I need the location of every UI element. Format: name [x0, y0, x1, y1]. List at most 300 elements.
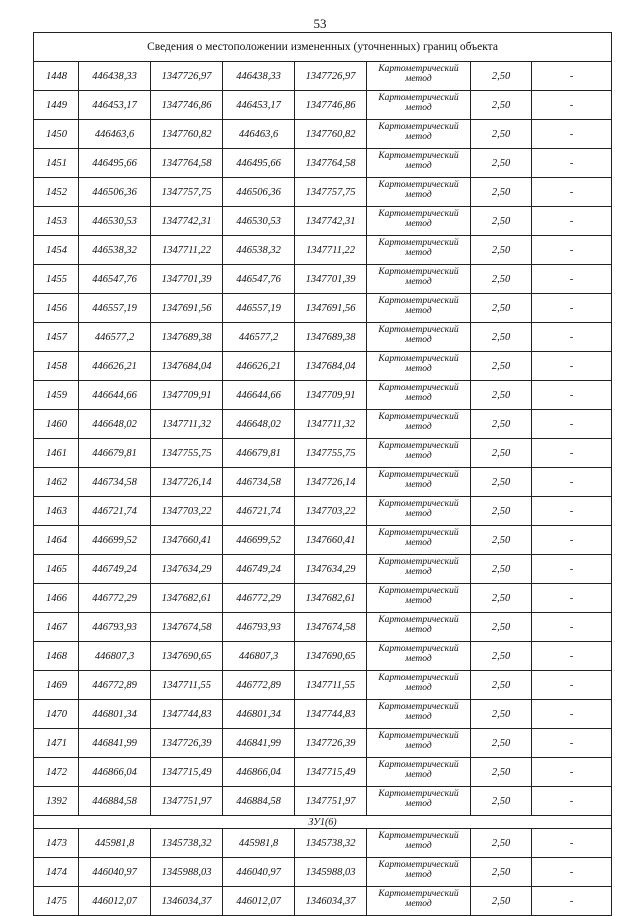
new-y-cell: 1347634,29 — [295, 555, 367, 584]
method-line-1: Картометрический — [378, 702, 459, 712]
table-row — [34, 439, 612, 468]
table-row — [34, 207, 612, 236]
accuracy-cell: 2,50 — [471, 294, 532, 323]
existing-x-cell: 446679,81 — [79, 439, 151, 468]
method-cell — [367, 858, 471, 887]
method-line-2: метод — [405, 841, 432, 851]
new-x-cell: 446547,76 — [223, 265, 295, 294]
new-x-cell: 446679,81 — [223, 439, 295, 468]
table-row — [34, 642, 612, 671]
method-cell — [367, 410, 471, 439]
point-number-cell: 1458 — [34, 352, 79, 381]
point-number-cell: 1472 — [34, 758, 79, 787]
new-x-cell: 446807,3 — [223, 642, 295, 671]
method-cell — [367, 671, 471, 700]
table-row — [34, 526, 612, 555]
existing-x-cell: 446506,36 — [79, 178, 151, 207]
new-y-cell: 1347711,22 — [295, 236, 367, 265]
point-number-cell: 1448 — [34, 62, 79, 91]
method-cell — [367, 468, 471, 497]
note-cell: - — [532, 410, 612, 439]
table-row — [34, 671, 612, 700]
existing-x-cell: 446577,2 — [79, 323, 151, 352]
new-x-cell: 446648,02 — [223, 410, 295, 439]
method-line-1: Картометрический — [378, 325, 459, 335]
note-cell: - — [532, 758, 612, 787]
point-number-cell: 1457 — [34, 323, 79, 352]
existing-y-cell: 1347715,49 — [151, 758, 223, 787]
existing-y-cell: 1347764,58 — [151, 149, 223, 178]
existing-y-cell: 1347726,14 — [151, 468, 223, 497]
new-y-cell: 1347690,65 — [295, 642, 367, 671]
method-line-1: Картометрический — [378, 267, 459, 277]
method-line-2: метод — [405, 132, 432, 142]
new-x-cell: 446530,53 — [223, 207, 295, 236]
point-number-cell: 1451 — [34, 149, 79, 178]
new-y-cell: 1347726,97 — [295, 62, 367, 91]
method-cell — [367, 526, 471, 555]
point-number-cell: 1453 — [34, 207, 79, 236]
new-x-cell: 446012,07 — [223, 887, 295, 916]
accuracy-cell: 2,50 — [471, 555, 532, 584]
method-line-1: Картометрический — [378, 180, 459, 190]
accuracy-cell: 2,50 — [471, 584, 532, 613]
existing-x-cell: 446807,3 — [79, 642, 151, 671]
method-line-2: метод — [405, 364, 432, 374]
method-line-2: метод — [405, 712, 432, 722]
note-cell: - — [532, 671, 612, 700]
existing-y-cell: 1347751,97 — [151, 787, 223, 816]
accuracy-cell: 2,50 — [471, 381, 532, 410]
method-line-2: метод — [405, 335, 432, 345]
method-line-2: метод — [405, 625, 432, 635]
method-cell — [367, 787, 471, 816]
method-cell — [367, 265, 471, 294]
method-cell — [367, 497, 471, 526]
table-title: Сведения о местоположении измененных (уточненных) границ объекта — [34, 33, 612, 62]
table-row — [34, 887, 612, 916]
new-y-cell: 1347711,55 — [295, 671, 367, 700]
method-line-2: метод — [405, 899, 432, 909]
method-cell — [367, 729, 471, 758]
new-y-cell: 1347726,14 — [295, 468, 367, 497]
existing-x-cell: 446495,66 — [79, 149, 151, 178]
existing-x-cell: 446734,58 — [79, 468, 151, 497]
note-cell: - — [532, 555, 612, 584]
method-line-1: Картометрический — [378, 296, 459, 306]
accuracy-cell: 2,50 — [471, 671, 532, 700]
existing-y-cell: 1345988,03 — [151, 858, 223, 887]
existing-y-cell: 1347684,04 — [151, 352, 223, 381]
method-line-2: метод — [405, 538, 432, 548]
method-line-1: Картометрический — [378, 586, 459, 596]
accuracy-cell: 2,50 — [471, 410, 532, 439]
existing-x-cell: 446453,17 — [79, 91, 151, 120]
accuracy-cell: 2,50 — [471, 829, 532, 858]
method-cell — [367, 887, 471, 916]
existing-y-cell: 1347711,22 — [151, 236, 223, 265]
table-row — [34, 91, 612, 120]
existing-y-cell: 1347760,82 — [151, 120, 223, 149]
method-cell — [367, 91, 471, 120]
method-line-2: метод — [405, 799, 432, 809]
method-line-2: метод — [405, 770, 432, 780]
new-x-cell: 446734,58 — [223, 468, 295, 497]
point-number-cell: 1460 — [34, 410, 79, 439]
new-y-cell: 1347660,41 — [295, 526, 367, 555]
method-line-2: метод — [405, 654, 432, 664]
new-y-cell: 1345988,03 — [295, 858, 367, 887]
existing-x-cell: 446801,34 — [79, 700, 151, 729]
existing-y-cell: 1347689,38 — [151, 323, 223, 352]
existing-x-cell: 446772,29 — [79, 584, 151, 613]
point-number-cell: 1474 — [34, 858, 79, 887]
table-row — [34, 352, 612, 381]
new-y-cell: 1347755,75 — [295, 439, 367, 468]
table-row — [34, 236, 612, 265]
new-y-cell: 1347703,22 — [295, 497, 367, 526]
method-line-1: Картометрический — [378, 122, 459, 132]
existing-x-cell: 446648,02 — [79, 410, 151, 439]
method-cell — [367, 758, 471, 787]
table-row — [34, 178, 612, 207]
existing-x-cell: 446463,6 — [79, 120, 151, 149]
new-x-cell: 446626,21 — [223, 352, 295, 381]
table-row — [34, 829, 612, 858]
method-line-2: метод — [405, 422, 432, 432]
new-y-cell: 1346034,37 — [295, 887, 367, 916]
new-x-cell: 446866,04 — [223, 758, 295, 787]
method-line-1: Картометрический — [378, 151, 459, 161]
table-row — [34, 323, 612, 352]
table-row — [34, 265, 612, 294]
new-y-cell: 1347715,49 — [295, 758, 367, 787]
new-x-cell: 446644,66 — [223, 381, 295, 410]
existing-y-cell: 1347711,55 — [151, 671, 223, 700]
method-cell — [367, 236, 471, 265]
existing-y-cell: 1347744,83 — [151, 700, 223, 729]
accuracy-cell: 2,50 — [471, 323, 532, 352]
note-cell: - — [532, 729, 612, 758]
boundary-coordinates-table — [33, 32, 612, 916]
table-row — [34, 729, 612, 758]
method-line-2: метод — [405, 870, 432, 880]
accuracy-cell: 2,50 — [471, 62, 532, 91]
point-number-cell: 1392 — [34, 787, 79, 816]
existing-y-cell: 1347690,65 — [151, 642, 223, 671]
existing-y-cell: 1347674,58 — [151, 613, 223, 642]
new-x-cell: 446495,66 — [223, 149, 295, 178]
new-y-cell: 1347691,56 — [295, 294, 367, 323]
new-y-cell: 1345738,32 — [295, 829, 367, 858]
new-y-cell: 1347684,04 — [295, 352, 367, 381]
table-row — [34, 584, 612, 613]
method-line-1: Картометрический — [378, 93, 459, 103]
new-x-cell: 446453,17 — [223, 91, 295, 120]
note-cell: - — [532, 497, 612, 526]
new-y-cell: 1347674,58 — [295, 613, 367, 642]
method-line-1: Картометрический — [378, 789, 459, 799]
method-line-1: Картометрический — [378, 238, 459, 248]
method-cell — [367, 829, 471, 858]
new-y-cell: 1347757,75 — [295, 178, 367, 207]
method-line-1: Картометрический — [378, 441, 459, 451]
method-cell — [367, 207, 471, 236]
point-number-cell: 1464 — [34, 526, 79, 555]
existing-y-cell: 1346034,37 — [151, 887, 223, 916]
method-cell — [367, 613, 471, 642]
existing-x-cell: 445981,8 — [79, 829, 151, 858]
note-cell: - — [532, 178, 612, 207]
new-y-cell: 1347760,82 — [295, 120, 367, 149]
point-number-cell: 1449 — [34, 91, 79, 120]
method-line-2: метод — [405, 277, 432, 287]
existing-y-cell: 1347755,75 — [151, 439, 223, 468]
accuracy-cell: 2,50 — [471, 120, 532, 149]
point-number-cell: 1452 — [34, 178, 79, 207]
method-cell — [367, 149, 471, 178]
method-cell — [367, 352, 471, 381]
point-number-cell: 1466 — [34, 584, 79, 613]
method-line-2: метод — [405, 103, 432, 113]
accuracy-cell: 2,50 — [471, 613, 532, 642]
table-row — [34, 858, 612, 887]
new-x-cell: 446506,36 — [223, 178, 295, 207]
new-x-cell: 446772,29 — [223, 584, 295, 613]
note-cell: - — [532, 584, 612, 613]
new-x-cell: 446884,58 — [223, 787, 295, 816]
note-cell: - — [532, 468, 612, 497]
note-cell: - — [532, 613, 612, 642]
existing-x-cell: 446644,66 — [79, 381, 151, 410]
existing-x-cell: 446547,76 — [79, 265, 151, 294]
method-cell — [367, 642, 471, 671]
new-y-cell: 1347742,31 — [295, 207, 367, 236]
method-line-1: Картометрический — [378, 644, 459, 654]
existing-x-cell: 446884,58 — [79, 787, 151, 816]
existing-y-cell: 1345738,32 — [151, 829, 223, 858]
note-cell: - — [532, 526, 612, 555]
point-number-cell: 1469 — [34, 671, 79, 700]
table-row — [34, 700, 612, 729]
note-cell: - — [532, 381, 612, 410]
table-row — [34, 149, 612, 178]
new-y-cell: 1347746,86 — [295, 91, 367, 120]
method-cell — [367, 120, 471, 149]
accuracy-cell: 2,50 — [471, 700, 532, 729]
section-row — [34, 816, 612, 829]
new-y-cell: 1347726,39 — [295, 729, 367, 758]
method-line-1: Картометрический — [378, 528, 459, 538]
existing-x-cell: 446772,89 — [79, 671, 151, 700]
new-x-cell: 446538,32 — [223, 236, 295, 265]
new-y-cell: 1347689,38 — [295, 323, 367, 352]
existing-x-cell: 446721,74 — [79, 497, 151, 526]
method-line-1: Картометрический — [378, 557, 459, 567]
table-row — [34, 410, 612, 439]
table-row — [34, 294, 612, 323]
point-number-cell: 1470 — [34, 700, 79, 729]
method-line-1: Картометрический — [378, 889, 459, 899]
accuracy-cell: 2,50 — [471, 178, 532, 207]
existing-x-cell: 446749,24 — [79, 555, 151, 584]
section-label: ЗУ1(6) — [34, 816, 612, 829]
point-number-cell: 1475 — [34, 887, 79, 916]
existing-y-cell: 1347757,75 — [151, 178, 223, 207]
method-line-1: Картометрический — [378, 831, 459, 841]
accuracy-cell: 2,50 — [471, 149, 532, 178]
method-cell — [367, 700, 471, 729]
method-cell — [367, 62, 471, 91]
method-cell — [367, 555, 471, 584]
new-x-cell: 446772,89 — [223, 671, 295, 700]
note-cell: - — [532, 787, 612, 816]
method-line-2: метод — [405, 219, 432, 229]
accuracy-cell: 2,50 — [471, 91, 532, 120]
new-x-cell: 446801,34 — [223, 700, 295, 729]
accuracy-cell: 2,50 — [471, 526, 532, 555]
method-cell — [367, 381, 471, 410]
method-line-1: Картометрический — [378, 354, 459, 364]
point-number-cell: 1468 — [34, 642, 79, 671]
method-line-2: метод — [405, 74, 432, 84]
note-cell: - — [532, 352, 612, 381]
note-cell: - — [532, 887, 612, 916]
existing-y-cell: 1347660,41 — [151, 526, 223, 555]
point-number-cell: 1473 — [34, 829, 79, 858]
method-line-2: метод — [405, 393, 432, 403]
existing-y-cell: 1347726,97 — [151, 62, 223, 91]
method-line-2: метод — [405, 451, 432, 461]
method-cell — [367, 178, 471, 207]
existing-x-cell: 446699,52 — [79, 526, 151, 555]
method-line-2: метод — [405, 161, 432, 171]
new-y-cell: 1347744,83 — [295, 700, 367, 729]
method-line-2: метод — [405, 248, 432, 258]
new-x-cell: 445981,8 — [223, 829, 295, 858]
method-cell — [367, 584, 471, 613]
method-cell — [367, 439, 471, 468]
table-row — [34, 787, 612, 816]
note-cell: - — [532, 323, 612, 352]
note-cell: - — [532, 439, 612, 468]
existing-x-cell: 446538,32 — [79, 236, 151, 265]
method-line-1: Картометрический — [378, 615, 459, 625]
new-y-cell: 1347751,97 — [295, 787, 367, 816]
existing-x-cell: 446793,93 — [79, 613, 151, 642]
method-line-1: Картометрический — [378, 760, 459, 770]
method-line-1: Картометрический — [378, 860, 459, 870]
accuracy-cell: 2,50 — [471, 787, 532, 816]
point-number-cell: 1463 — [34, 497, 79, 526]
point-number-cell: 1461 — [34, 439, 79, 468]
existing-x-cell: 446626,21 — [79, 352, 151, 381]
method-line-1: Картометрический — [378, 499, 459, 509]
method-line-2: метод — [405, 567, 432, 577]
method-line-1: Картометрический — [378, 673, 459, 683]
page-number: 53 — [313, 16, 327, 31]
point-number-cell: 1450 — [34, 120, 79, 149]
new-x-cell: 446040,97 — [223, 858, 295, 887]
new-x-cell: 446793,93 — [223, 613, 295, 642]
accuracy-cell: 2,50 — [471, 236, 532, 265]
table-row — [34, 497, 612, 526]
existing-x-cell: 446012,07 — [79, 887, 151, 916]
method-line-1: Картометрический — [378, 731, 459, 741]
accuracy-cell: 2,50 — [471, 887, 532, 916]
new-x-cell: 446841,99 — [223, 729, 295, 758]
method-line-2: метод — [405, 741, 432, 751]
new-y-cell: 1347682,61 — [295, 584, 367, 613]
method-line-2: метод — [405, 509, 432, 519]
new-y-cell: 1347711,32 — [295, 410, 367, 439]
note-cell: - — [532, 829, 612, 858]
note-cell: - — [532, 149, 612, 178]
point-number-cell: 1459 — [34, 381, 79, 410]
accuracy-cell: 2,50 — [471, 858, 532, 887]
accuracy-cell: 2,50 — [471, 207, 532, 236]
method-cell — [367, 294, 471, 323]
existing-x-cell: 446557,19 — [79, 294, 151, 323]
table-row — [34, 468, 612, 497]
method-line-2: метод — [405, 190, 432, 200]
table-row — [34, 62, 612, 91]
method-line-2: метод — [405, 480, 432, 490]
point-number-cell: 1471 — [34, 729, 79, 758]
point-number-cell: 1456 — [34, 294, 79, 323]
table-row — [34, 613, 612, 642]
table-row — [34, 758, 612, 787]
new-y-cell: 1347764,58 — [295, 149, 367, 178]
new-x-cell: 446749,24 — [223, 555, 295, 584]
method-line-1: Картометрический — [378, 470, 459, 480]
accuracy-cell: 2,50 — [471, 642, 532, 671]
new-x-cell: 446438,33 — [223, 62, 295, 91]
existing-y-cell: 1347709,91 — [151, 381, 223, 410]
accuracy-cell: 2,50 — [471, 758, 532, 787]
existing-x-cell: 446866,04 — [79, 758, 151, 787]
point-number-cell: 1465 — [34, 555, 79, 584]
note-cell: - — [532, 207, 612, 236]
note-cell: - — [532, 62, 612, 91]
note-cell: - — [532, 91, 612, 120]
point-number-cell: 1454 — [34, 236, 79, 265]
accuracy-cell: 2,50 — [471, 265, 532, 294]
new-x-cell: 446577,2 — [223, 323, 295, 352]
existing-y-cell: 1347726,39 — [151, 729, 223, 758]
method-line-1: Картометрический — [378, 383, 459, 393]
existing-y-cell: 1347703,22 — [151, 497, 223, 526]
note-cell: - — [532, 294, 612, 323]
method-line-2: метод — [405, 306, 432, 316]
point-number-cell: 1455 — [34, 265, 79, 294]
existing-y-cell: 1347634,29 — [151, 555, 223, 584]
note-cell: - — [532, 120, 612, 149]
new-x-cell: 446699,52 — [223, 526, 295, 555]
accuracy-cell: 2,50 — [471, 352, 532, 381]
existing-x-cell: 446841,99 — [79, 729, 151, 758]
point-number-cell: 1462 — [34, 468, 79, 497]
note-cell: - — [532, 642, 612, 671]
method-line-1: Картометрический — [378, 412, 459, 422]
point-number-cell: 1467 — [34, 613, 79, 642]
note-cell: - — [532, 236, 612, 265]
note-cell: - — [532, 265, 612, 294]
existing-y-cell: 1347701,39 — [151, 265, 223, 294]
existing-y-cell: 1347711,32 — [151, 410, 223, 439]
existing-y-cell: 1347746,86 — [151, 91, 223, 120]
existing-x-cell: 446438,33 — [79, 62, 151, 91]
